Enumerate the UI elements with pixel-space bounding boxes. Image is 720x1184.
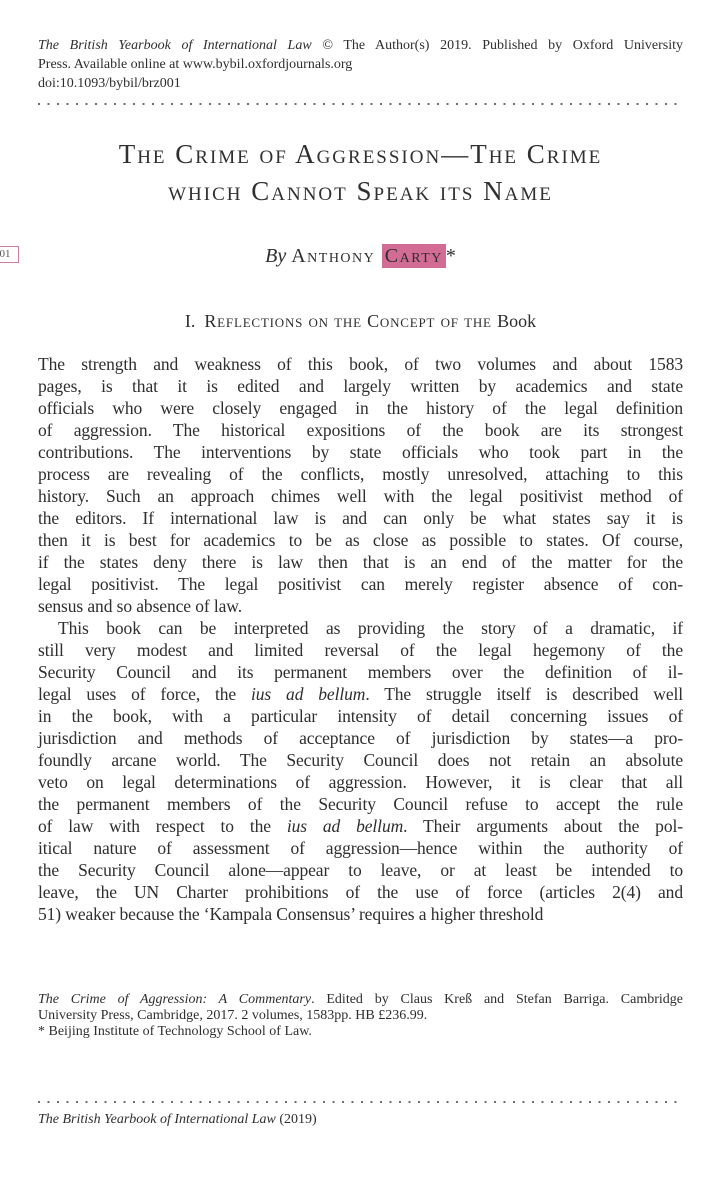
text-line	[38, 441, 683, 463]
article-title	[38, 136, 683, 210]
text-segment: The strength and weakness of this book, of two volumes and about 1583	[38, 354, 683, 374]
text-segment: then it is best for academics to be as close as possible to states. Of course,	[38, 530, 683, 550]
header-line	[38, 55, 683, 74]
text-segment: of aggression. The historical expositions of the book are its strongest	[38, 420, 683, 440]
text-line	[38, 793, 683, 815]
text-segment: veto on legal determinations of aggression. However, it is clear that all	[38, 772, 683, 792]
text-line	[38, 881, 683, 903]
text-segment: . Edited by Claus Kreß and Stefan Barriga. Cambridge	[311, 992, 683, 1007]
text-line	[38, 485, 683, 507]
text-segment: ius ad bellum	[286, 816, 404, 836]
text-line	[38, 771, 683, 793]
text-segment: the Security Council alone—appear to leave, or at least be intended to	[38, 860, 683, 880]
article-title-line: which Cannot Speak its Name	[168, 176, 553, 206]
text-segment: Carty	[382, 244, 446, 268]
text-line	[38, 661, 683, 683]
text-segment: The British Yearbook of International Law	[38, 38, 312, 53]
dotted-divider-bottom	[38, 1101, 683, 1103]
text-segment: the editors. If international law is and can only be what states say it is	[38, 508, 683, 528]
paragraph	[38, 617, 683, 925]
text-line	[38, 573, 683, 595]
text-line	[38, 815, 683, 837]
text-line	[38, 705, 683, 727]
text-segment: contributions. The interventions by state officials who took part in the	[38, 442, 683, 462]
text-line	[38, 463, 683, 485]
text-segment: history. Such an approach chimes well with the legal positivist method of	[38, 486, 683, 506]
text-segment: still very modest and limited reversal of the legal hegemony of the	[38, 640, 683, 660]
text-segment: The British Yearbook of International Law	[38, 1112, 276, 1127]
text-segment: I.	[184, 311, 205, 331]
dotted-divider-top	[38, 103, 683, 105]
journal-header	[38, 0, 683, 93]
text-line	[38, 749, 683, 771]
text-segment: . The struggle itself is described well	[365, 684, 684, 704]
text-line	[38, 353, 683, 375]
text-segment: By	[265, 245, 292, 267]
text-line	[38, 617, 683, 639]
paragraph	[38, 353, 683, 617]
text-segment: pages, is that it is edited and largely written by academics and state	[38, 376, 683, 396]
text-line	[38, 507, 683, 529]
text-segment: process are revealing of the conflicts, mostly unresolved, attaching to this	[38, 464, 683, 484]
text-segment: legal positivist. The legal positivist can merely register absence of con-	[38, 574, 683, 594]
article-byline	[38, 243, 683, 269]
text-segment: jurisdiction and methods of acceptance of jurisdiction by states—a pro-	[38, 728, 683, 748]
header-doi	[38, 74, 683, 93]
text-segment: in the book, with a particular intensity of detail concerning issues of	[38, 706, 683, 726]
text-segment: itical nature of assessment of aggression—hence within the authority of	[38, 838, 683, 858]
paragraph	[38, 1024, 683, 1040]
text-line	[38, 992, 683, 1008]
text-segment: *	[445, 245, 456, 267]
article-title-line: The Crime of Aggression—The Crime	[118, 139, 603, 169]
text-line	[38, 397, 683, 419]
text-segment: the permanent members of the Security Council refuse to accept the rule	[38, 794, 683, 814]
text-line	[38, 639, 683, 661]
text-line	[38, 419, 683, 441]
text-line	[38, 727, 683, 749]
text-segment: of law with respect to the	[38, 816, 287, 836]
text-line	[38, 683, 683, 705]
text-line	[38, 837, 683, 859]
text-line	[38, 859, 683, 881]
section-heading	[38, 309, 683, 333]
margin-note-box[interactable]	[0, 246, 19, 263]
text-segment: legal uses of force, the	[38, 684, 252, 704]
text-segment: if the states deny there is law then that is an end of the matter for the	[38, 552, 683, 572]
text-segment: * Beijing Institute of Technology School of Law.	[38, 1024, 312, 1039]
text-line	[38, 375, 683, 397]
text-line	[38, 903, 683, 925]
text-segment: Press. Available online at www.bybil.oxfordjournals.org	[38, 57, 353, 72]
text-line	[38, 595, 683, 617]
text-line	[38, 551, 683, 573]
text-segment: Reflections on the Concept of the	[204, 311, 498, 331]
text-segment: © The Author(s) 2019. Published by Oxford University	[311, 38, 683, 53]
text-line	[38, 529, 683, 551]
paragraph	[38, 992, 683, 1024]
header-line	[38, 36, 683, 55]
text-segment: The Crime of Aggression: A Commentary	[38, 992, 312, 1007]
text-segment: Security Council and its permanent members over the definition of il-	[38, 662, 683, 682]
text-segment: This book can be interpreted as providing the story of a dramatic, if	[58, 618, 683, 638]
text-segment: 51) weaker because the ‘Kampala Consensus’ requires a higher threshold	[38, 904, 544, 924]
text-line	[38, 1008, 683, 1024]
text-segment: University Press, Cambridge, 2017. 2 volumes, 1583pp. HB £236.99.	[38, 1008, 428, 1023]
text-segment: ius ad bellum	[251, 684, 366, 704]
page-footer	[38, 1110, 683, 1129]
footnotes	[38, 992, 683, 1040]
text-segment: leave, the UN Charter prohibitions of the use of force (articles 2(4) and	[38, 882, 683, 902]
text-segment: officials who were closely engaged in the history of the legal definition	[38, 398, 683, 418]
text-segment: sensus and so absence of law.	[38, 596, 242, 616]
text-segment: foundly arcane world. The Security Council does not retain an absolute	[38, 750, 683, 770]
text-segment: Anthony	[291, 245, 382, 267]
text-segment: Book	[497, 311, 537, 331]
text-segment: doi:10.1093/bybil/brz001	[38, 76, 181, 91]
text-segment: (2019)	[275, 1112, 317, 1127]
margin-note-label: 01	[0, 248, 11, 260]
text-line	[38, 1024, 683, 1040]
article-body	[38, 353, 683, 925]
text-segment: . Their arguments about the pol-	[403, 816, 683, 836]
